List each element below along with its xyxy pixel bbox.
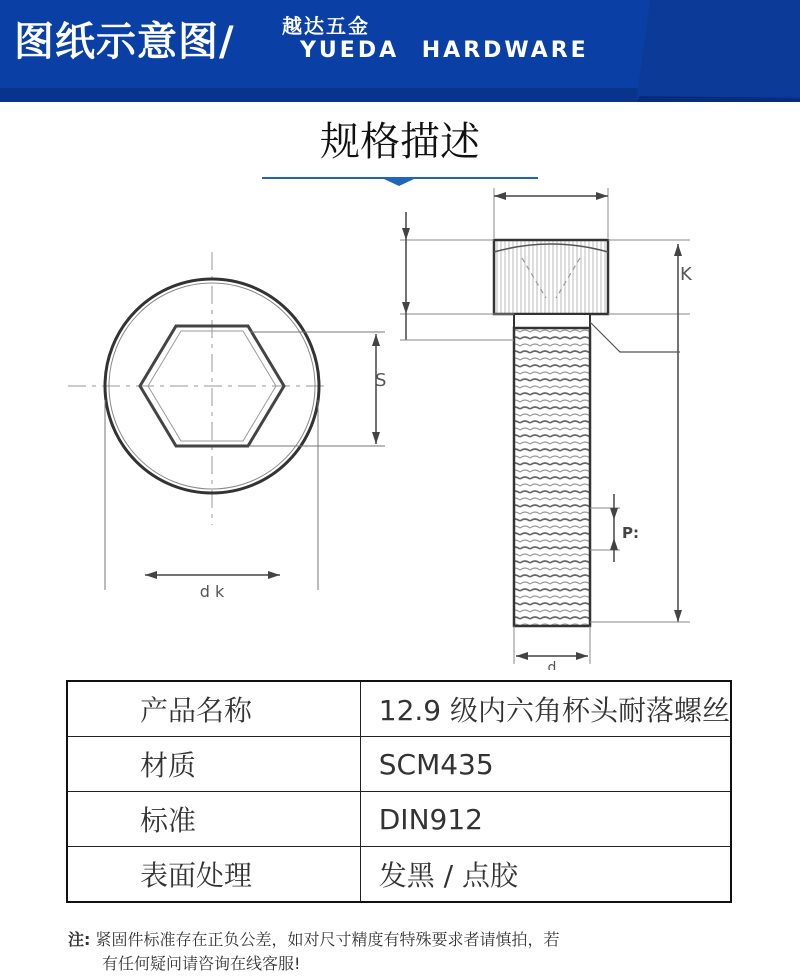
screw-drawing-svg xyxy=(0,180,800,670)
brand-name-cn: 越达五金 xyxy=(282,14,370,38)
note-text-2: 有任何疑问请咨询在线客服! xyxy=(102,954,301,973)
note-label: 注: xyxy=(68,930,91,949)
note-text-1: 紧固件标准存在正负公差，如对尺寸精度有特殊要求者请慎拍，若 xyxy=(95,930,560,949)
spec-value: SCM435 xyxy=(360,737,731,792)
header-banner xyxy=(0,0,800,102)
brand-name-en: YUEDA HARDWARE xyxy=(300,38,589,63)
technical-drawing xyxy=(0,180,800,670)
d-dimension-label: d xyxy=(547,660,557,670)
spec-label: 表面处理 xyxy=(67,847,360,903)
table-row xyxy=(67,847,731,903)
spec-label: 材质 xyxy=(67,737,360,792)
k-dimension-label: K xyxy=(680,264,692,285)
spec-label: 产品名称 xyxy=(67,681,360,737)
spec-label: 标准 xyxy=(67,792,360,847)
pitch-label: P: xyxy=(622,524,639,542)
table-row xyxy=(67,792,731,847)
spec-value: DIN912 xyxy=(360,792,731,847)
table-row xyxy=(67,737,731,792)
dk-dimension-label: d k xyxy=(199,582,225,601)
s-dimension-label: S xyxy=(375,370,387,391)
note-line-1 xyxy=(68,928,748,952)
disclaimer-note xyxy=(68,928,748,976)
spec-value: 12.9 级内六角杯头耐落螺丝 xyxy=(360,681,731,737)
note-line-2 xyxy=(68,952,748,976)
spec-value: 发黑 / 点胶 xyxy=(360,847,731,903)
head-top-view xyxy=(68,252,385,590)
banner-title: 图纸示意图/ xyxy=(14,19,235,65)
screw-side-view xyxy=(400,188,690,664)
spec-table xyxy=(66,680,732,903)
table-row xyxy=(67,681,731,737)
section-title: 规格描述 xyxy=(320,119,480,165)
